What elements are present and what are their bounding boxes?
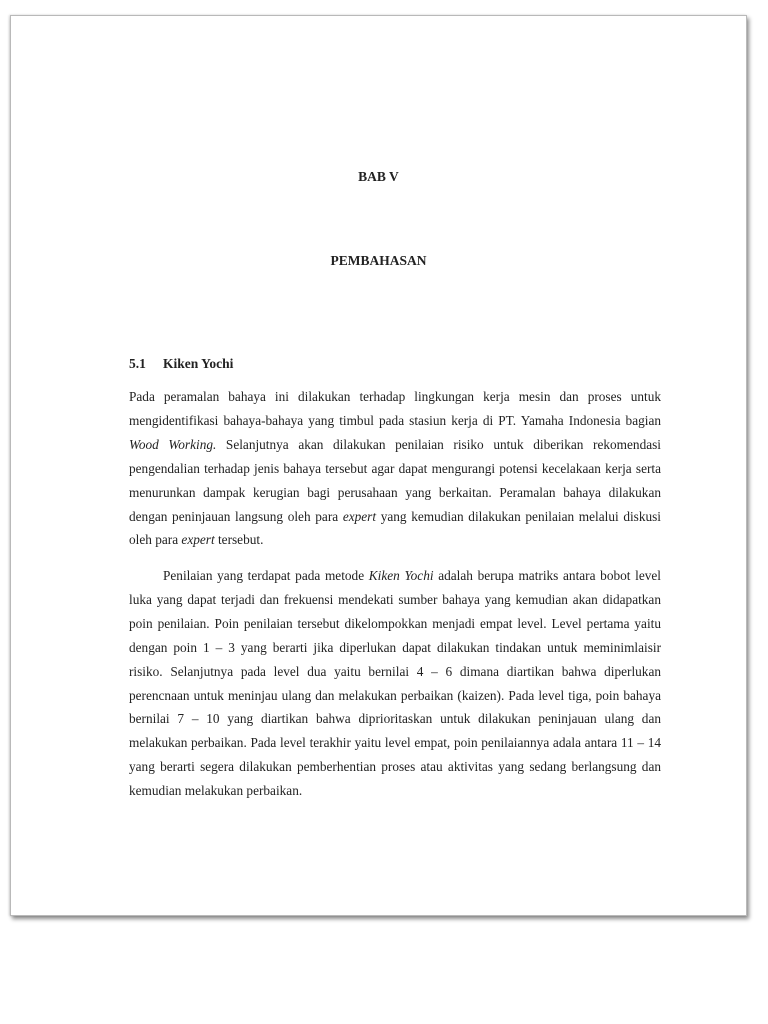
document-page	[10, 15, 747, 916]
paragraph-1-text-1: Pada peramalan bahaya ini dilakukan terhadap lingkungan kerja mesin dan proses untuk mengidentifikasi bahaya-bahaya yang timbul pada stasiun kerja di PT. Yamaha Indonesia bagian	[129, 389, 661, 428]
paragraph-2	[129, 564, 661, 803]
section-heading	[129, 356, 233, 372]
section-number: 5.1	[129, 356, 146, 371]
paragraph-1-text-2: Selanjutnya akan dilakukan penilaian risiko untuk diberikan rekomendasi pengendalian terhadap jenis bahaya tersebut agar dapat mengurangi potensi kecelakaan kerja serta menurunkan dampak kerugian bagi perusahaan yang berkaitan. Peramalan bahaya dilakukan dengan peninjauan langsung oleh para	[129, 436, 661, 524]
section-title: Kiken Yochi	[163, 356, 234, 371]
chapter-number: BAB V	[358, 169, 399, 184]
paragraph-1-italic-1: Wood Working.	[129, 436, 217, 452]
chapter-title: PEMBAHASAN	[330, 253, 427, 268]
paragraph-1-text-4: tersebut.	[214, 532, 264, 548]
paragraph-1-italic-3: expert	[181, 532, 215, 548]
paragraph-2-text-1: Penilaian yang terdapat pada metode	[163, 568, 369, 583]
paragraph-1-italic-2: expert	[342, 508, 377, 524]
paragraph-1-text-3: yang kemudian dilakukan penilaian melalui diskusi oleh para	[129, 508, 661, 548]
paragraph-2-italic-1: Kiken Yochi	[368, 568, 434, 583]
paragraph-2-text-2: adalah berupa matriks antara bobot level luka yang dapat terjadi dan frekuensi mendekati sumber bahaya yang kemudian akan didapatkan poin penilaian. Poin penilaian tersebut dikelompokkan menjadi empat level. Level pertama yaitu dengan poin 1 – 3 yang berarti jika diperlukan dapat dilakukan tindakan untuk meminimlaisir risiko. Selanjutnya pada level dua yaitu bernilai 4 – 6 dimana diartikan bahwa diperlukan perencnaan untuk meninjau ulang dan melakukan perbaikan (kaizen). Pada level tiga, poin bahaya bernilai 7 – 10 yang diartikan bahwa diprioritaskan untuk dilakukan peninjauan ulang dan melakukan perbaikan. Pada level terakhir yaitu level empat, poin penilaiannya adala antara 11 – 14 yang berarti segera dilakukan pemberhentian proses atau aktivitas yang sedang berlangsung dan kemudian melakukan perbaikan.	[129, 568, 661, 799]
paragraph-1	[129, 385, 661, 552]
